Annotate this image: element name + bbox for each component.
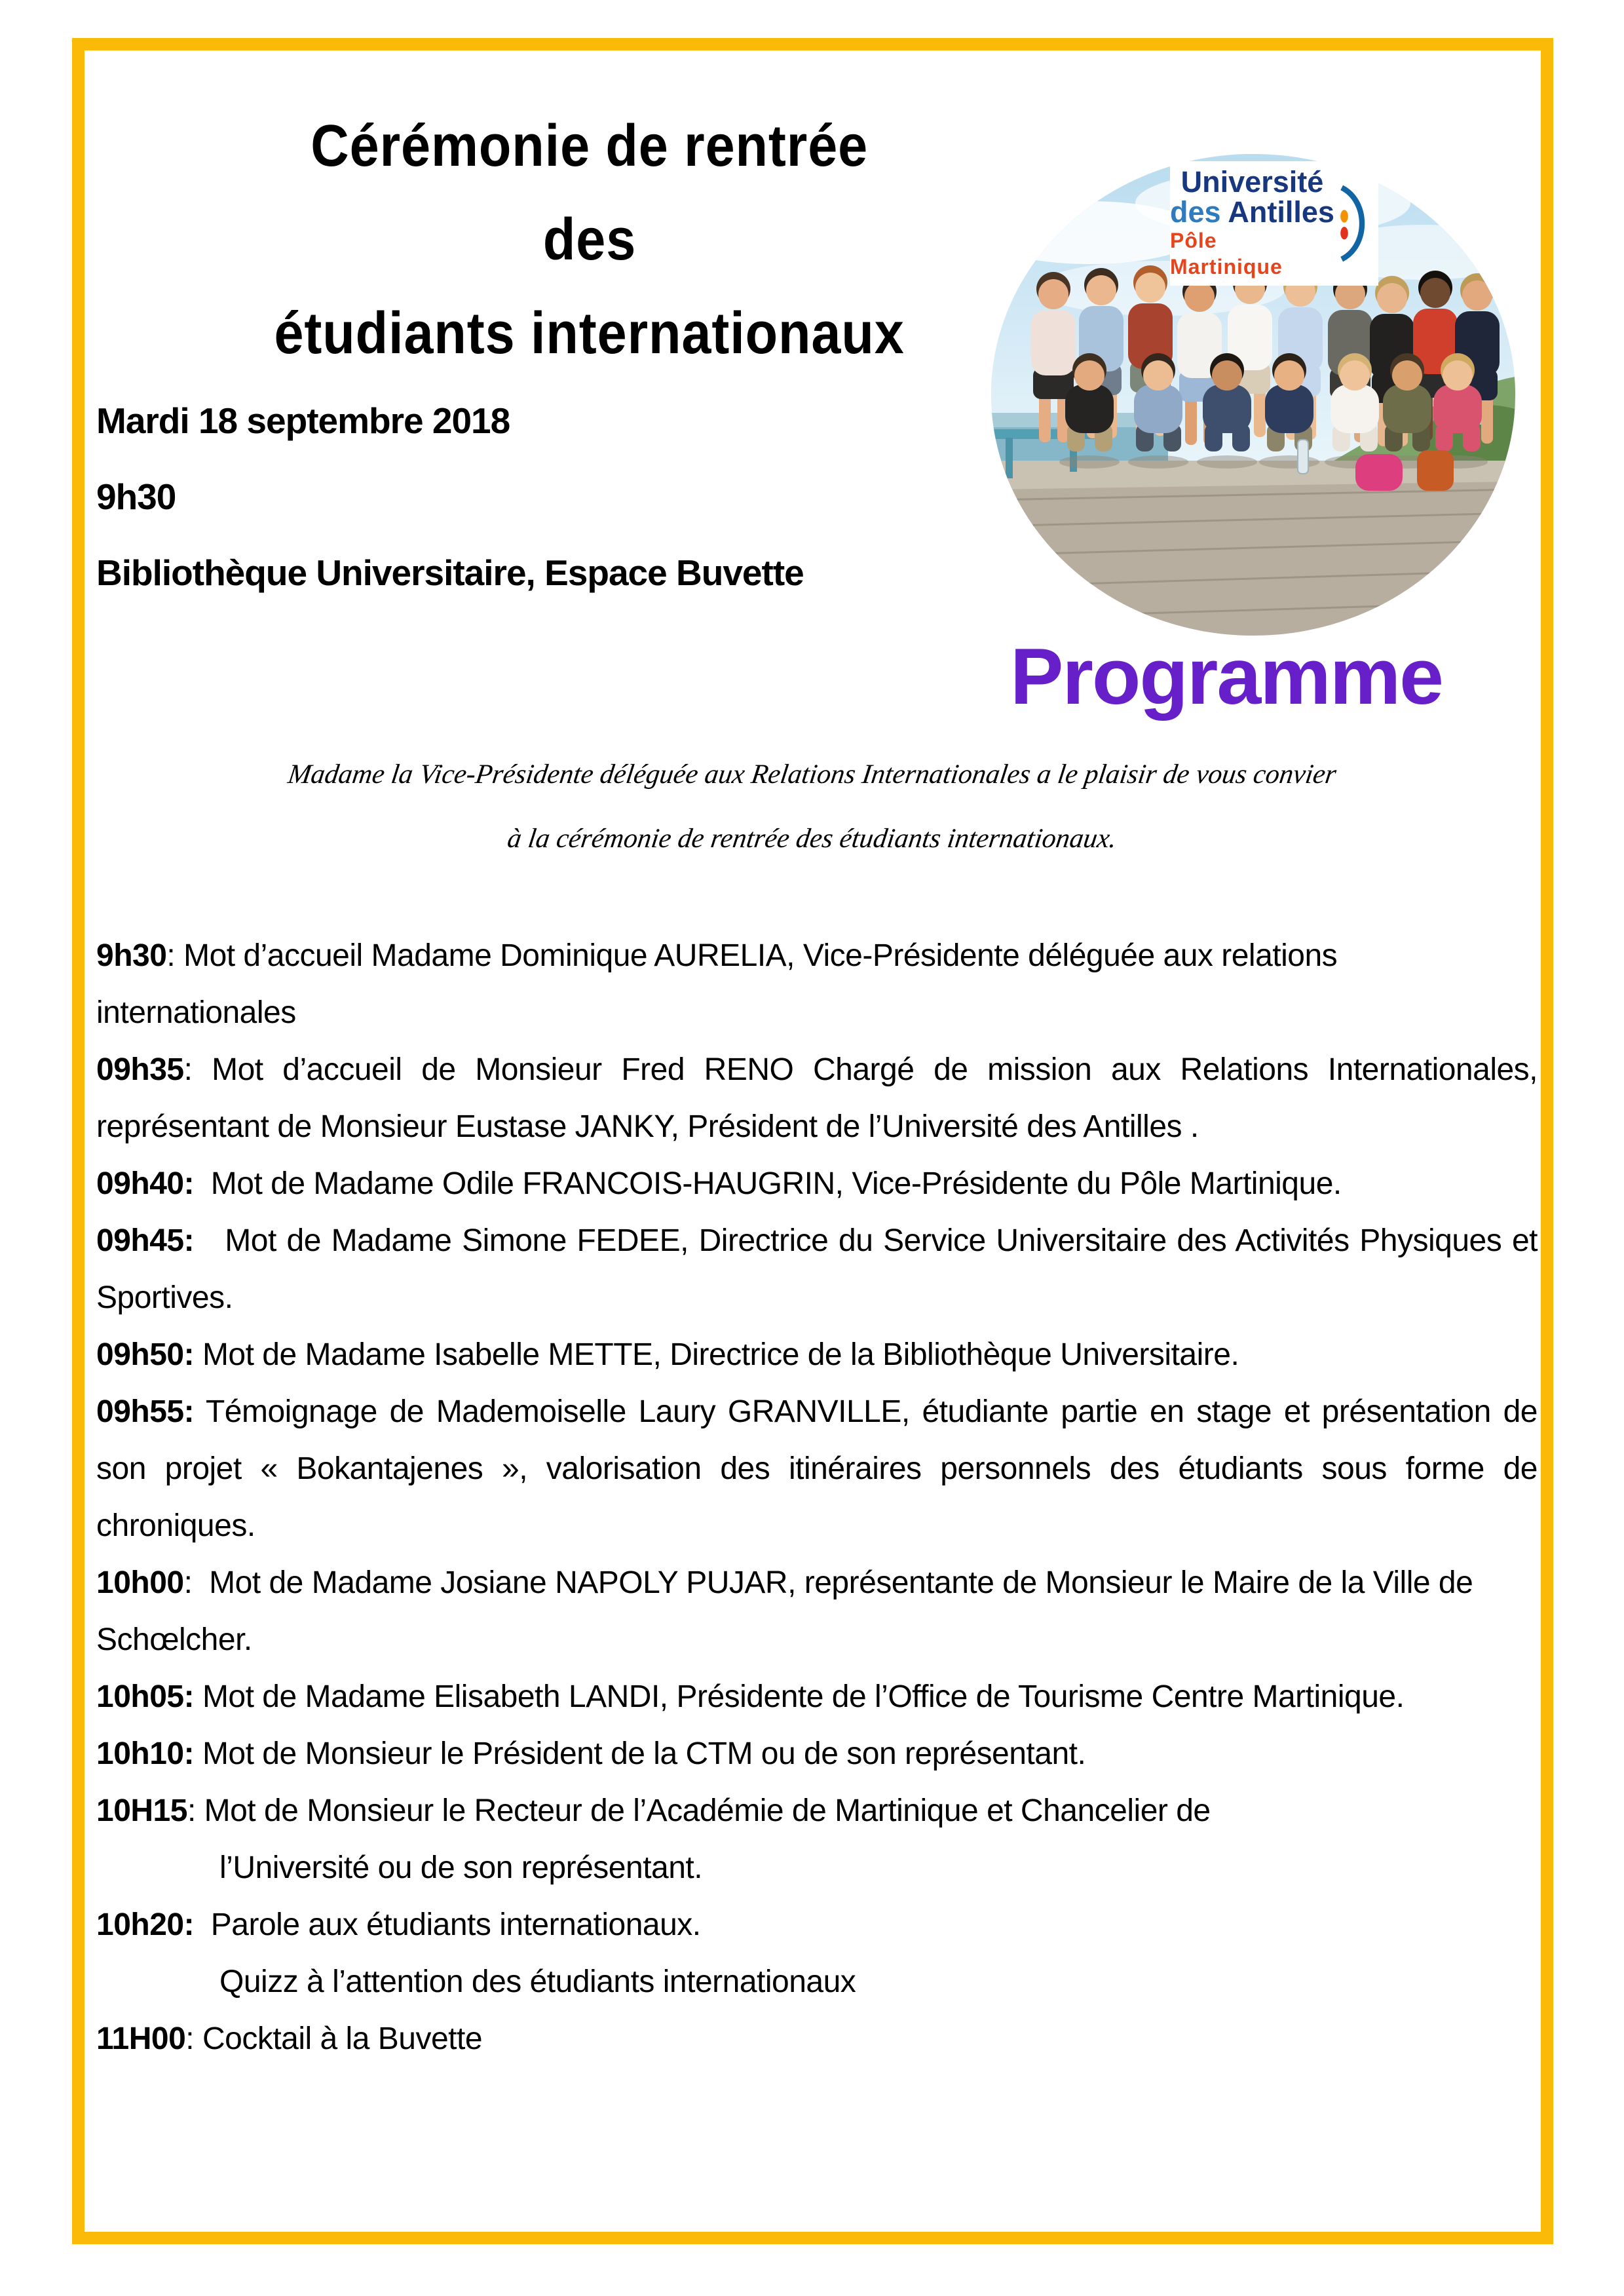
schedule bbox=[96, 927, 1538, 2067]
entry-text: Mot de Madame Josiane NAPOLY PUJAR, représentante de Monsieur le Maire de la Ville de Schœlcher. bbox=[96, 1565, 1473, 1657]
schedule-entry: 9h30: Mot d’accueil Madame Dominique AURELIA, Vice-Présidente déléguée aux relations internationales bbox=[96, 938, 1338, 1030]
entry-time: 10H15 bbox=[96, 1793, 187, 1828]
schedule-entry bbox=[96, 1725, 1538, 1782]
logo-pole-martinique-label: Pôle Martinique bbox=[1170, 229, 1283, 278]
event-info bbox=[96, 383, 804, 611]
entry-text: Mot de Madame Elisabeth LANDI, Présidente de l’Office de Tourisme Centre Martinique. bbox=[202, 1679, 1405, 1714]
title-line-1: Cérémonie de rentrée bbox=[311, 113, 869, 179]
programme-heading: Programme bbox=[1010, 632, 1443, 721]
entry-time: 11H00 bbox=[96, 2021, 186, 2056]
logo-antilles-label: des Antilles bbox=[1170, 195, 1334, 229]
schedule-entry: 09h35: Mot d’accueil de Monsieur Fred RENO Chargé de mission aux Relations Internationales, représentant de Monsieur Eustase JANKY, Président de l’Université des Antilles . bbox=[96, 1052, 1538, 1144]
entry-text: Témoignage de Mademoiselle Laury GRANVILLE, étudiante partie en stage et présentation de son projet « Bokantajenes », valorisation des itinéraires personnels des étudiants sous forme de chroniques. bbox=[96, 1394, 1538, 1543]
schedule-entry: 10H15: Mot de Monsieur le Recteur de l’Académie de Martinique et Chancelier de bbox=[96, 1793, 1211, 1828]
entry-time: 09h35 bbox=[96, 1052, 184, 1087]
entry-time: 10h10: bbox=[96, 1736, 195, 1771]
entry-text: Mot de Madame Isabelle METTE, Directrice de la Bibliothèque Universitaire. bbox=[202, 1337, 1239, 1372]
entry-time: 9h30 bbox=[96, 938, 167, 973]
entry-time: 09h40: bbox=[96, 1166, 195, 1201]
university-logo-text bbox=[1170, 167, 1334, 280]
title-line-2: des bbox=[542, 207, 637, 273]
entry-text: Mot de Monsieur le Recteur de l’Académie de Martinique et Chancelier de bbox=[204, 1793, 1211, 1828]
entry-time: 09h50: bbox=[96, 1337, 195, 1372]
entry-text: Mot d’accueil de Monsieur Fred RENO Chargé de mission aux Relations Internationales, représentant de Monsieur Eustase JANKY, Président de l’Université des Antilles . bbox=[96, 1052, 1538, 1144]
schedule-entry bbox=[96, 1896, 1538, 1953]
invitation-line-1: Madame la Vice-Présidente déléguée aux Relations Internationales a le plaisir de vous convier bbox=[286, 759, 1338, 790]
entry-time: 09h55: bbox=[96, 1394, 195, 1429]
invitation-text bbox=[95, 759, 1530, 854]
entry-time: 09h45: bbox=[96, 1223, 195, 1258]
schedule-entry bbox=[96, 1326, 1538, 1383]
entry-text: Mot de Madame Simone FEDEE, Directrice du Service Universitaire des Activités Physiques et Sportives. bbox=[96, 1223, 1538, 1315]
schedule-entry bbox=[96, 1383, 1538, 1554]
entry-time: 10h00 bbox=[96, 1565, 184, 1600]
event-date: Mardi 18 septembre 2018 bbox=[96, 400, 510, 441]
invitation-line-2: à la cérémonie de rentrée des étudiants internationaux. bbox=[506, 824, 1119, 854]
event-location: Bibliothèque Universitaire, Espace Buvette bbox=[96, 552, 804, 593]
document-title bbox=[95, 100, 1084, 381]
schedule-entry bbox=[96, 1668, 1538, 1725]
entry-text: Mot d’accueil Madame Dominique AURELIA, Vice-Présidente déléguée aux relations internationales bbox=[96, 938, 1338, 1030]
entry-text: Parole aux étudiants internationaux. bbox=[210, 1907, 701, 1942]
entry-text: Mot de Madame Odile FRANCOIS-HAUGRIN, Vice-Présidente du Pôle Martinique. bbox=[210, 1166, 1342, 1201]
schedule-entry: 10h00: Mot de Madame Josiane NAPOLY PUJAR, représentante de Monsieur le Maire de la Ville de Schœlcher. bbox=[96, 1565, 1473, 1657]
university-logo bbox=[1170, 161, 1378, 286]
schedule-entry-continuation: Quizz à l’attention des étudiants internationaux bbox=[219, 1964, 856, 1999]
entry-text: Mot de Monsieur le Président de la CTM ou de son représentant. bbox=[202, 1736, 1086, 1771]
entry-text: Cocktail à la Buvette bbox=[202, 2021, 483, 2056]
schedule-entry: 11H00: Cocktail à la Buvette bbox=[96, 2021, 483, 2056]
entry-time: 10h05: bbox=[96, 1679, 195, 1714]
schedule-entry bbox=[96, 1212, 1538, 1326]
logo-university-label: Université bbox=[1180, 165, 1324, 199]
logo-arc-icon bbox=[1338, 161, 1378, 286]
event-time: 9h30 bbox=[96, 476, 176, 517]
title-line-3: étudiants internationaux bbox=[274, 301, 905, 366]
schedule-entry bbox=[96, 1155, 1538, 1212]
entry-time: 10h20: bbox=[96, 1907, 195, 1942]
schedule-entry-continuation: l’Université ou de son représentant. bbox=[219, 1850, 703, 1885]
